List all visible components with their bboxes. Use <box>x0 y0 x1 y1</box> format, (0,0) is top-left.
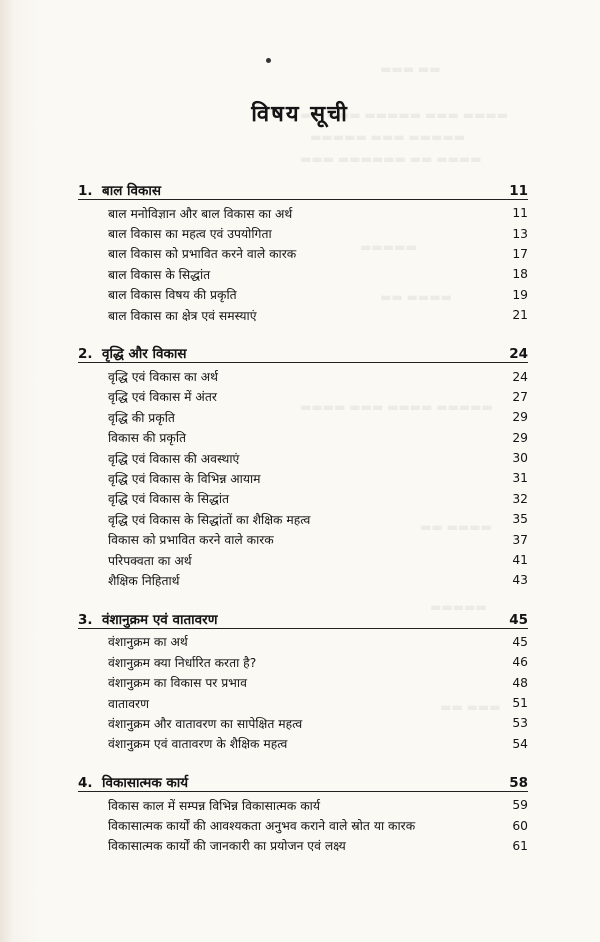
toc-entry[interactable] <box>78 264 528 284</box>
chapter-title: वृद्धि और विकास <box>102 346 187 363</box>
toc-entry[interactable] <box>78 203 528 223</box>
chapter-number: 1. <box>78 183 93 199</box>
toc-entry-page-number: 13 <box>512 226 528 241</box>
chapter-title: बाल विकास <box>102 183 162 199</box>
toc-entry[interactable] <box>78 550 528 570</box>
toc-entry-page-number: 27 <box>512 389 528 404</box>
toc-entry[interactable] <box>78 815 528 835</box>
chapter-section <box>78 770 528 856</box>
toc-entry-title: वंशानुक्रम और वातावरण का सापेक्षित महत्व <box>108 716 303 731</box>
toc-entry-title: बाल विकास विषय की प्रकृति <box>108 288 237 303</box>
toc-entry[interactable] <box>78 713 528 733</box>
toc-entry-title: वृद्धि एवं विकास की अवस्थाएं <box>108 451 240 466</box>
toc-entry-page-number: 37 <box>512 532 528 547</box>
toc-entry[interactable] <box>78 285 528 305</box>
toc-entry-title: बाल विकास का महत्व एवं उपयोगिता <box>108 227 272 242</box>
toc-entry-title: विकासात्मक कार्यों की आवश्यकता अनुभव कराने वाले स्रोत या कारक <box>108 819 416 834</box>
toc-entry[interactable] <box>78 489 528 509</box>
toc-entry-page-number: 17 <box>512 246 528 261</box>
toc-entry-title: बाल मनोविज्ञान और बाल विकास का अर्थ <box>108 206 293 221</box>
toc-entry-page-number: 51 <box>512 696 528 710</box>
toc-entry[interactable] <box>78 305 528 325</box>
chapter-heading[interactable] <box>78 341 528 363</box>
toc-entry[interactable] <box>78 448 528 468</box>
toc-entry-page-number: 60 <box>512 818 528 833</box>
chapter-page-number: 24 <box>509 346 528 363</box>
toc-entry-page-number: 53 <box>512 716 528 731</box>
toc-entry-page-number: 61 <box>512 838 528 853</box>
toc-entry[interactable] <box>78 407 528 427</box>
chapter-page-number: 58 <box>509 774 528 791</box>
chapter-title: वंशानुक्रम एवं वातावरण <box>102 611 218 628</box>
toc-entry[interactable] <box>78 509 528 529</box>
toc-entry[interactable] <box>78 632 528 652</box>
toc-entry-title: वातावरण <box>108 696 149 711</box>
toc-entry[interactable] <box>78 428 528 448</box>
chapter-heading[interactable] <box>78 178 528 200</box>
toc-entry[interactable] <box>78 795 528 815</box>
toc-entry-title: शैक्षिक निहितार्थ <box>108 573 180 588</box>
chapter-number: 2. <box>78 346 93 363</box>
toc-entry-title: विकास की प्रकृति <box>108 431 187 446</box>
toc-entry-page-number: 32 <box>512 491 528 506</box>
toc-entry-page-number: 45 <box>512 634 528 649</box>
print-mark <box>266 58 271 63</box>
toc-entry-title: विकासात्मक कार्यों की जानकारी का प्रयोजन एवं लक्ष्य <box>108 839 346 854</box>
toc-entry[interactable] <box>78 734 528 754</box>
toc-entry-title: वृद्धि की प्रकृति <box>108 410 175 425</box>
toc-entry[interactable] <box>78 366 528 386</box>
toc-entry-page-number: 35 <box>512 512 528 527</box>
toc-entry[interactable] <box>78 529 528 549</box>
toc-entry[interactable] <box>78 652 528 672</box>
toc-entry[interactable] <box>78 223 528 243</box>
toc-entry-page-number: 21 <box>512 308 528 323</box>
toc-entry-title: वृद्धि एवं विकास का अर्थ <box>108 370 218 385</box>
toc-entry-page-number: 18 <box>512 267 528 282</box>
chapter-section <box>78 178 528 325</box>
chapter-heading[interactable] <box>78 770 528 792</box>
toc-entry-title: वृद्धि एवं विकास के विभिन्न आयाम <box>108 471 261 486</box>
toc-entry-title: बाल विकास का क्षेत्र एवं समस्याएं <box>108 308 257 323</box>
toc-entry[interactable] <box>78 693 528 713</box>
toc-entry[interactable] <box>78 570 528 590</box>
toc-entry[interactable] <box>78 836 528 856</box>
chapter-page-number: 45 <box>509 611 528 628</box>
page-title: विषय सूची <box>251 102 349 127</box>
show-through-background: ▬▬ ▬▬▬ ▬▬▬▬ ▬▬▬ ▬▬▬▬▬ ▬▬▬ ▬▬ ▬▬▬▬▬ ▬▬▬ ▬▬▬▬▬ ▬▬▬▬ ▬▬ ▬▬▬▬▬▬ ▬▬▬ ▬▬▬▬▬ ▬▬▬▬ ▬▬ ▬▬▬▬▬ ▬▬▬▬ ▬▬▬ ▬▬▬▬ ▬▬▬▬ ▬▬ ▬▬▬▬▬ ▬▬▬ ▬▬ <box>300 62 509 714</box>
chapter-title-group <box>78 181 161 199</box>
toc-entry-title: वंशानुक्रम का विकास पर प्रभाव <box>108 676 247 691</box>
toc-entry-page-number: 30 <box>512 451 528 466</box>
toc-entry-page-number: 24 <box>512 369 528 384</box>
chapter-page-number: 11 <box>509 183 528 199</box>
chapter-title-group <box>78 610 217 628</box>
toc-entry[interactable] <box>78 387 528 407</box>
chapter-number: 3. <box>78 611 93 628</box>
toc-entry-title: वृद्धि एवं विकास के सिद्धांत <box>108 492 230 507</box>
toc-entry[interactable] <box>78 244 528 264</box>
toc-entry-title: वंशानुक्रम एवं वातावरण के शैक्षिक महत्व <box>108 737 288 752</box>
toc-entry-title: विकास काल में सम्पन्न विभिन्न विकासात्मक कार्य <box>108 798 320 813</box>
chapter-title-group <box>78 773 188 791</box>
toc-entry-title: बाल विकास के सिद्धांत <box>108 267 211 282</box>
table-of-contents <box>78 178 528 872</box>
toc-entry[interactable] <box>78 468 528 488</box>
toc-entry-page-number: 11 <box>512 206 528 221</box>
toc-entry-title: वृद्धि एवं विकास के सिद्धांतों का शैक्षिक महत्व <box>108 512 311 527</box>
toc-entry-title: परिपक्वता का अर्थ <box>108 553 192 568</box>
toc-entry-page-number: 19 <box>512 287 528 302</box>
toc-entry-page-number: 29 <box>512 430 528 445</box>
chapter-number: 4. <box>78 774 93 791</box>
toc-entry[interactable] <box>78 672 528 692</box>
toc-entry-title: वंशानुक्रम क्या निर्धारित करता है? <box>108 655 257 670</box>
toc-entry-page-number: 43 <box>512 573 528 588</box>
toc-entry-page-number: 54 <box>512 736 528 751</box>
toc-entry-title: विकास को प्रभावित करने वाले कारक <box>108 533 274 548</box>
toc-entry-page-number: 59 <box>512 798 528 813</box>
chapter-heading[interactable] <box>78 607 528 629</box>
toc-entry-page-number: 48 <box>512 675 528 690</box>
chapter-title-group <box>78 344 187 362</box>
toc-entry-title: वृद्धि एवं विकास में अंतर <box>108 390 217 405</box>
toc-entry-title: बाल विकास को प्रभावित करने वाले कारक <box>108 247 297 262</box>
toc-entry-page-number: 31 <box>512 471 528 486</box>
toc-entry-title: वंशानुक्रम का अर्थ <box>108 635 188 650</box>
chapter-section <box>78 607 528 754</box>
chapter-section <box>78 341 528 590</box>
toc-entry-page-number: 46 <box>512 655 528 670</box>
toc-entry-page-number: 41 <box>512 553 528 568</box>
chapter-title: विकासात्मक कार्य <box>102 774 189 791</box>
toc-entry-page-number: 29 <box>512 410 528 425</box>
